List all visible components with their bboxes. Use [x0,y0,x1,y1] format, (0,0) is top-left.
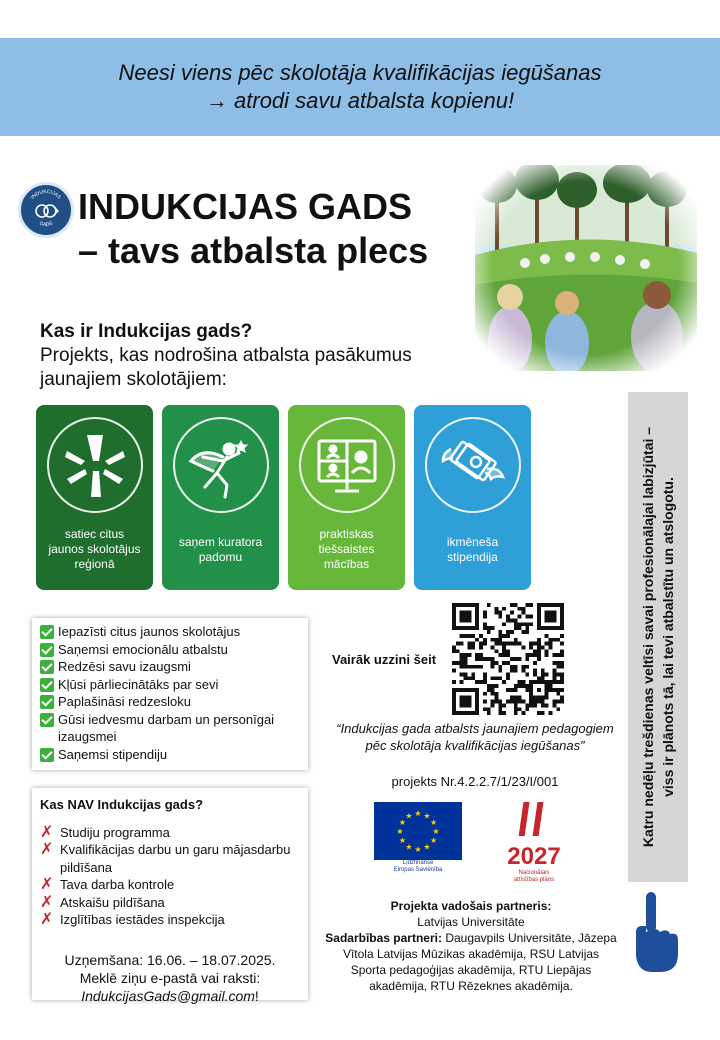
flying-money-icon [425,417,521,513]
contact-email-link[interactable]: IndukcijasGads@gmail.com [81,987,255,1004]
intro-answer: Projekts, kas nodrošina atbalsta pasākumus jaunajiem skolotājiem: [40,345,412,390]
eu-stars-icon [374,802,462,860]
intro-section [40,320,470,392]
card-label: ikmēneša stipendija [446,534,499,564]
wellbeing-sidebar [628,392,688,882]
cross-icon: ✗ [40,823,54,841]
not-section [32,788,308,1004]
benefit-item: Kļūsi pārliecinātāks par sevi [40,676,300,694]
nap-2027-logo [498,798,570,870]
lead-partner: Latvijas Universitāte [417,915,525,929]
contact-text: Meklē ziņu e-pastā vai raksti: [79,969,261,986]
svg-text:★: ★ [423,811,431,821]
banner-line-2: → atrodi savu atbalsta kopienu! [205,88,515,113]
application-dates: Uzņemšana: 16.06. – 18.07.2025. [64,951,276,968]
svg-text:★: ★ [432,827,440,836]
logo-rings-icon [21,185,71,235]
card-online-training [288,405,405,590]
logo-text-top: INDUKCIJAS [29,188,63,201]
not-heading: Kas NAV Indukcijas gads? [40,797,204,812]
group-photo [475,165,697,371]
checkmark-icon [40,748,54,762]
nap-year: 2027 [507,843,561,870]
page-title [78,185,468,273]
card-label: saņem kuratora padomu [178,534,263,564]
qr-code[interactable] [452,603,564,715]
svg-text:GADS [38,220,54,228]
svg-text:★: ★ [414,845,422,854]
benefit-item: Iepazīsti citus jaunos skolotājus [40,623,300,641]
cross-icon: ✗ [40,876,54,893]
hands-together-icon [47,417,143,513]
superhero-icon [173,417,269,513]
not-item: ✗ Tava darba kontrole [40,876,175,893]
benefit-item: Paplašināsi redzesloku [40,693,300,711]
indukcijas-gads-logo [18,182,74,238]
banner-line-1: Neesi viens pēc skolotāja kvalifikācijas iegūšanas [118,60,602,85]
benefits-box [32,618,308,770]
benefit-item: Gūsi iedvesmu darbam un personīgai izaugsmei [40,711,300,746]
benefit-item: Redzēsi savu izaugsmi [40,658,300,676]
card-meet-teachers [36,405,153,590]
not-item: ✗ Studiju programma [40,823,170,841]
coop-partners-label: Sadarbības partneri: [325,931,442,945]
title-line-1: INDUKCIJAS GADS [78,186,413,227]
svg-text:INDUKCIJAS [30,189,63,201]
application-info: Uzņemšana: 16.06. – 18.07.2025. Meklē ziņu e-pastā vai raksti: IndukcijasGads@gmail.com! [40,951,300,1005]
checkmark-icon [40,643,54,657]
card-label: praktiskas tiešsaistes mācības [318,527,375,571]
benefit-item: Saņemsi emocionālu atbalstu [40,641,300,659]
intro-question: Kas ir Indukcijas gads? [40,321,253,342]
eu-flag-logo [374,802,462,860]
card-mentor-advice [162,405,279,590]
nap-caption: Nacionālais attīstības plāns [513,870,555,883]
not-item: ✗ Izglītības iestādes inspekcija [40,911,225,928]
svg-text:★: ★ [423,842,431,852]
svg-text:★: ★ [414,809,422,818]
partners-section [324,898,618,994]
svg-text:★: ★ [430,818,438,827]
svg-text:★: ★ [398,836,406,845]
top-banner [0,38,720,136]
more-info-label: Vairāk uzzini šeit [332,652,437,667]
checkmark-icon [40,713,54,727]
svg-text:★: ★ [396,827,404,836]
card-stipend [414,405,531,590]
logo-text-bottom: GADS [38,220,54,229]
project-number: projekts Nr.4.2.2.7/1/23/I/001 [391,774,559,789]
card-label: satiec citus jaunos skolotājus reģionā [48,527,141,571]
benefit-item: Saņemsi stipendiju [40,746,300,764]
checkmark-icon [40,678,54,692]
svg-text:★: ★ [405,842,413,852]
checkmark-icon [40,625,54,639]
eu-caption: Līdzfinansē Eiropas Savienība [393,860,443,873]
cross-icon: ✗ [40,911,54,928]
not-item: ✗ Atskaišu pildīšana [40,893,165,911]
svg-text:★: ★ [398,818,406,827]
checkmark-icon [40,695,54,709]
cross-icon: ✗ [40,841,54,858]
lead-partner-label: Projekta vadošais partneris: [390,899,552,913]
pointing-hand-icon [632,892,680,974]
support-cards [36,405,531,590]
svg-text:★: ★ [430,836,438,845]
checkmark-icon [40,660,54,674]
coop-partners: Daugavpils Universitāte, Jāzepa Vītola Latvijas Mūzikas akadēmija, RSU Latvijas Sporta pedagoģijas akadēmija, RTU Liepājas akadēmija, RTU Rēzeknes akadēmija. [342,931,617,993]
not-item: ✗ Kvalifikācijas darbu un garu mājasdarbu pildīšana [40,841,291,875]
svg-text:★: ★ [405,811,413,821]
video-call-icon [299,417,395,513]
sidebar-text: Katru nedēļu trešdienas veltīsi savai profesionālajai labizjūtai – viss ir plānots tā, lai tevi atbalstītu un atslogotu. [640,426,676,848]
cross-icon: ✗ [40,893,54,911]
title-line-2: – tavs atbalsta plecs [78,230,429,271]
project-title: “Indukcijas gada atbalsts jaunajiem pedagogiem pēc skolotāja kvalifikācijas iegūšanas” [336,721,614,753]
